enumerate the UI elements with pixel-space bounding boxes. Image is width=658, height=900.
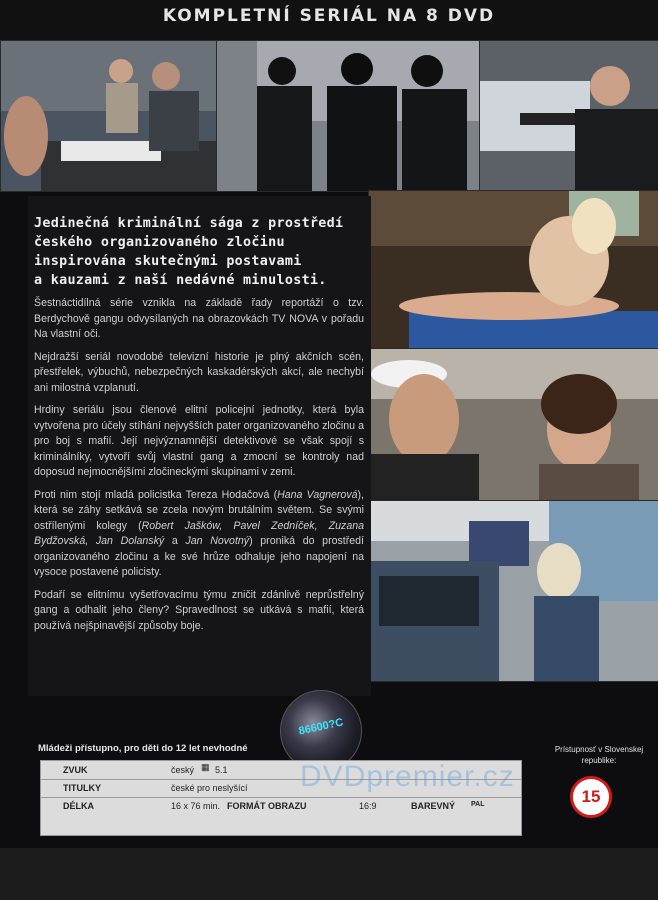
aspect-label: FORMÁT OBRAZU	[227, 801, 307, 811]
series-title: KOMPLETNÍ SERIÁL NA 8 DVD	[162, 6, 496, 26]
tagline-line: českého organizovaného zločinu	[34, 235, 285, 250]
paragraph-cast: Proti nim stojí mladá policistka Tereza Hodačová (Hana Vagnerová), která se záhy setkává se zcela novým brutálním světem. Se svými ostřílenými kolegy (Robert Jašków, Pavel Zedníček, Zuzana Bydžovská, Jan Dolanský a Jan Novotný) proniká do prostředí organizovaného zločinu a ke své hrůze odhaluje jeho napojení na vysoce postavené policisty.	[34, 488, 364, 578]
audio-value: český	[171, 765, 195, 775]
synopsis-text	[34, 296, 364, 641]
tagline-line: inspirována skutečnými postavami	[34, 254, 302, 269]
photo-car-escape	[368, 500, 658, 682]
pal-badge: PAL	[471, 801, 485, 808]
paragraph: Šestnáctidílná série vznikla na základě řady reportáží o tzv. Berdychově gangu odvysílaných na obrazovkách TV NOVA v pořadu Na vlastní oči.	[34, 297, 364, 340]
length-label: DÉLKA	[63, 801, 94, 811]
paragraph: Nejdražší seriál novodobé televizní historie je plný akčních scén, přestřelek, výbuchů, nebezpečných kaskadérských akcí, ale nechybí ani milostná vzplanutí.	[34, 350, 364, 394]
tagline	[34, 214, 369, 290]
bottom-band	[0, 848, 658, 900]
age-rating-note: Mládeži přístupno, pro děti do 12 let nevhodné	[38, 743, 248, 754]
disc-label: 86600?C	[297, 716, 345, 738]
photo-swat-team	[216, 40, 480, 192]
color-value: BAREVNÝ	[411, 801, 456, 811]
audio-format: 5.1	[215, 765, 228, 775]
aspect-value: 16:9	[359, 801, 377, 811]
paragraph: Hrdiny seriálu jsou členové elitní policejní jednotky, která byla vytvořena pro účely stíhání nejvyšších pater organizovaného zločinu a pro boj s mafií. Její nejvýznamnější detektivové se však spojí s kriminálníky, vytvoří svůj vlastní gang a zmocní se kontroly nad doposud nejmocnějšími zločineckými skupinami v zemi.	[34, 404, 364, 478]
subtitles-label: TITULKY	[63, 783, 101, 793]
sk-rating-note: Prístupnosť v Slovenskej republike:	[554, 745, 644, 765]
watermark: DVDpremier.cz	[300, 760, 515, 793]
photo-massage	[368, 190, 658, 350]
photo-phone-call	[368, 348, 658, 502]
tagline-line: a kauzami z naší nedávné minulosti.	[34, 273, 327, 288]
length-value: 16 x 76 min.	[171, 801, 221, 811]
subtitles-value: české pro neslyšící	[171, 783, 248, 793]
photo-interrogation	[0, 40, 217, 192]
table-row	[41, 797, 521, 815]
age-15-badge: 15	[570, 776, 612, 818]
audio-label: ZVUK	[63, 765, 88, 775]
photo-gunman	[479, 40, 658, 192]
tagline-line: Jedinečná kriminální sága z prostředí	[34, 216, 344, 231]
dolby-icon: ▦	[201, 762, 210, 772]
paragraph: Podaří se elitnímu vyšetřovacímu týmu zničit zdánlivě neprůstřelný gang a odhalit jeho členy? Spravedlnost se utkává s mafií, která používá nejšpinavější způsoby boje.	[34, 588, 364, 632]
